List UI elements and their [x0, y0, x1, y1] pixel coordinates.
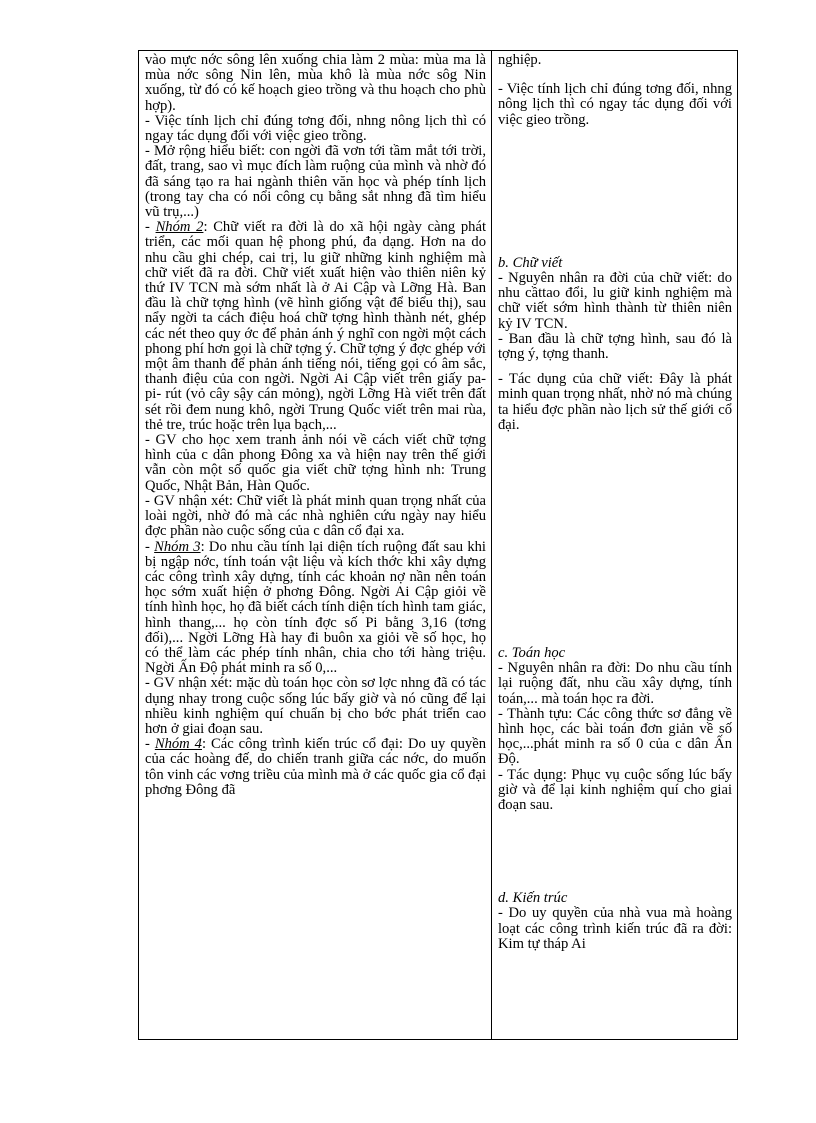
left-para-3: - Mở rộng hiểu biết: con ngời đã vơn tới tầm mắt tới trời, đất, trang, sao vì mục đích làm ruộng của mình và nhờ đó đã sáng tạo ra hai ngành thiên văn học và phép tính lịch (trong tay cha có nổi công cụ bằng sắt nhng đã tìm hiểu vũ trụ,...) [145, 143, 486, 221]
group-3-text: : Do nhu cầu tính lại diện tích ruộng đất sau khi bị ngập nớc, tính toán vật liệu và kích thớc khi xây dựng các công trình xây dựng, tính các khoản nợ nần nên toán học sớm xuất hiện ở phơng Đông. Ngời Ai Cập giỏi về tính hình học, họ đã biết cách tính diện tích hình tam giác, hình thang,... họ còn tính đợc số Pi bằng 3,16 (tơng đối),... Ngời Lỡng Hà hay đi buôn xa giỏi về số học, họ có thể làm các phép tính nhân, chia cho tới hàng triệu. Ngời Ấn Độ phát minh ra số 0,... [145, 538, 486, 677]
section-d-item-1: - Do uy quyền của nhà vua mà hoàng loạt các công trình kiến trúc đã ra đời: Kim tự tháp Ai [498, 905, 732, 952]
group-2-paragraph: - Nhóm 2: Chữ viết ra đời là do xã hội ngày càng phát triển, các mối quan hệ phong phú, đa dạng. Hơn na do nhu cầu ghi chép, cai trị, lu giữ những kinh nghiệm mà chữ viết đã ra đời. Chữ viết xuất hiện vào thiên niên kỷ thứ IV TCN mà sớm nhất là ở Ai Cập và Lỡng Hà. Ban đầu là chữ tợng hình (vẽ hình giống vật để biểu thị), sau nẩy ngời ta cách điệu hoá chữ tợng hình thành nét, ghép các nét theo quy ớc để phản ánh ý nghĩ con ngời một cách phong phí hơn gọi là chữ tợng ý. Chữ tợng ý đợc ghép với một âm thanh để phản ánh tiếng nói, tiếng gọi có âm sắc, thanh điệu của con ngời. Ngời Ai Cập viết trên giấy pa- pi- rút (vỏ cây sậy cán mỏng), ngời Lỡng Hà viết trên đất sét rồi đem nung khô, ngời Trung Quốc viết trên mai rùa, thẻ tre, trúc hoặc trên lụa bạch,... [145, 219, 487, 433]
right-para-2: - Việc tính lịch chỉ đúng tơng đối, nhng nông lịch thì có ngay tác dụng đối với việc gieo trồng. [498, 81, 732, 128]
group-3-label: Nhóm 3 [154, 538, 201, 555]
group-4-paragraph: - Nhóm 4: Các công trình kiến trúc cổ đại: Do uy quyền của các hoàng đế, do chiến tranh giữa các nớc, do muốn tôn vinh các vơng triều của mình mà ở các quốc gia cổ đại phơng Đông đã [145, 736, 486, 798]
spacer [498, 813, 732, 891]
section-b-item-3: - Tác dụng của chữ viết: Đây là phát minh quan trọng nhất, nhờ nó mà chúng ta hiểu đợc phần nào lịch sử thế giới cổ đại. [498, 371, 732, 433]
group-2-label: Nhóm 2 [155, 219, 204, 236]
left-gv-3: - GV nhận xét: mặc dù toán học còn sơ lợc nhng đã có tác dụng nhay trong cuộc sống lúc bấy giờ và nó cũng để lại nhiều kinh nghiệm quí chuẩn bị cho bớc phát triển cao hơn ở giai đoạn sau. [145, 675, 486, 737]
section-c-item-3: - Tác dụng: Phục vụ cuộc sống lúc bấy giờ và để lại kinh nghiệm quí cho giai đoạn sau. [498, 766, 732, 814]
left-gv-1: - GV cho học xem tranh ảnh nói về cách viết chữ tợng hình của c dân phong Đông xa và hiện nay trên thế giới vẫn còn một số quốc gia viết chữ tợng hình nh: Trung Quốc, Nhật Bản, Hàn Quốc. [145, 432, 486, 494]
spacer [498, 433, 732, 646]
left-para-2: - Việc tính lịch chỉ đúng tơng đối, nhng nông lịch thì có ngay tác dụng đối với việc gieo trồng. [145, 112, 486, 145]
right-para-1: nghiệp. [498, 52, 542, 68]
section-c-item-1: - Nguyên nhân ra đời: Do nhu cầu tính lại ruộng đất, nhu cầu xây dựng, tính toán,... mà toán học ra đời. [498, 660, 732, 707]
section-b-heading: b. Chữ viết [498, 254, 563, 271]
section-c-heading: c. Toán học [498, 645, 566, 662]
section-d-heading: d. Kiến trúc [498, 890, 568, 907]
section-b-item-1: - Nguyên nhân ra đời của chữ viết: do nhu cầttao đổi, lu giữ kinh nghiệm mà chữ viết sớm hình thành từ thiên niên kỷ IV TCN. [498, 270, 732, 332]
right-column [492, 51, 737, 1039]
group-2-text: : Chữ viết ra đời là do xã hội ngày càng phát triển, các mối quan hệ phong phú, đa dạng. Hơn na do nhu cầu ghi chép, cai trị, lu giữ những kinh nghiệm mà chữ viết đã ra đời. Chữ viết xuất hiện vào thiên niên kỷ thứ IV TCN mà sớm nhất là ở Ai Cập và Lỡng Hà. Ban đầu là chữ tợng hình (vẽ hình giống vật để biểu thị), sau nẩy ngời ta cách điệu hoá chữ tợng hình thành nét, ghép các nét theo quy ớc để phản ánh ý nghĩ con ngời một cách phong phí hơn gọi là chữ tợng ý. Chữ tợng ý đợc ghép với một âm thanh để phản ánh tiếng nói, tiếng gọi có âm sắc, thanh điệu của con ngời. Ngời Ai Cập viết trên giấy pa- pi- rút (vỏ cây sậy cán mỏng), ngời Lỡng Hà viết trên đất sét rồi đem nung khô, ngời Trung Quốc viết trên mai rùa, thẻ tre, trúc hoặc trên lụa bạch,... [145, 219, 487, 433]
section-b-item-2: - Ban đầu là chữ tợng hình, sau đó là tợng ý, tợng thanh. [498, 330, 732, 363]
spacer [498, 128, 732, 256]
left-gv-2: - GV nhận xét: Chữ viết là phát minh quan trọng nhất của loài ngời, nhờ đó mà các nhà nghiên cứu ngày nay hiểu đợc phần nào cuộc sống của c dân cổ đại xa. [145, 492, 486, 540]
left-column [139, 51, 492, 1039]
left-para-1: vào mực nớc sông lên xuống chia làm 2 mùa: mùa ma là mùa nớc sông Nin lên, mùa khô là mùa nớc sôg Nin xuống, từ đó có kế hoạch gieo trồng và thu hoạch cho phù hợp). [145, 52, 486, 114]
section-c-item-2: - Thành tựu: Các công thức sơ đẳng về hình học, các bài toán đơn giản về số học,...phát minh ra số 0 của c dân Ấn Độ. [498, 705, 732, 768]
group-4-text: : Các công trình kiến trúc cổ đại: Do uy quyền của các hoàng đế, do chiến tranh giữa các nớc, do muốn tôn vinh các vơng triều của mình mà ở các quốc gia cổ đại phơng Đông đã [145, 736, 486, 798]
group-4-label: Nhóm 4 [154, 736, 202, 753]
group-3-paragraph: - Nhóm 3: Do nhu cầu tính lại diện tích ruộng đất sau khi bị ngập nớc, tính toán vật liệu và kích thớc khi xây dựng các công trình xây dựng, tính các khoản nợ nần nên toán học sớm xuất hiện ở phơng Đông. Ngời Ai Cập giỏi về tính hình học, họ đã biết cách tính diện tích hình tam giác, hình thang,... họ còn tính đợc số Pi bằng 3,16 (tơng đối),... Ngời Lỡng Hà hay đi buôn xa giỏi về số học, họ có thể làm các phép tính nhân, chia cho tới hàng triệu. Ngời Ấn Độ phát minh ra số 0,... [145, 538, 486, 677]
content-table [138, 50, 738, 1040]
